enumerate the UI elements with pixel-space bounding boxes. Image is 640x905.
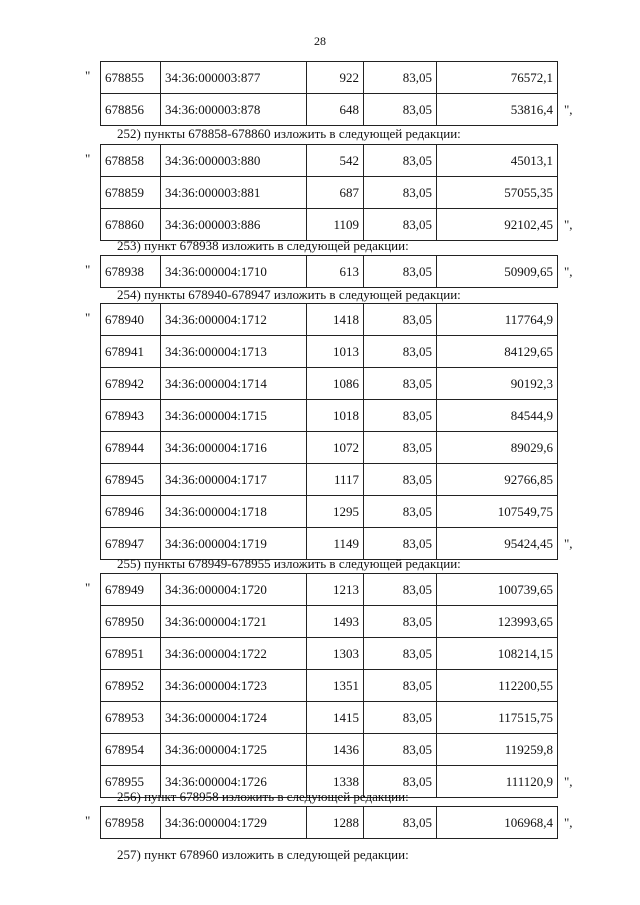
cell-rate: 83,05 <box>364 574 437 606</box>
open-quote: " <box>85 310 91 325</box>
data-table <box>100 303 558 560</box>
cell-total: 117515,75 <box>437 702 558 734</box>
cell-cadastral-code: 34:36:000004:1710 <box>161 256 307 288</box>
open-quote: " <box>85 262 91 277</box>
cell-number: 678858 <box>101 145 161 177</box>
table-row <box>101 368 558 400</box>
page-number: 28 <box>314 34 326 48</box>
cell-total: 111120,9 <box>437 766 558 798</box>
cell-cadastral-code: 34:36:000004:1725 <box>161 734 307 766</box>
table-row <box>101 734 558 766</box>
cell-number: 678860 <box>101 209 161 241</box>
data-table <box>100 255 558 288</box>
table-row <box>101 528 558 560</box>
cell-number: 678952 <box>101 670 161 702</box>
cell-area: 1086 <box>307 368 364 400</box>
cell-number: 678951 <box>101 638 161 670</box>
close-quote: ", <box>564 264 573 279</box>
cell-total: 92766,85 <box>437 464 558 496</box>
cell-area: 1109 <box>307 209 364 241</box>
close-quote: ", <box>564 774 573 789</box>
cell-cadastral-code: 34:36:000004:1714 <box>161 368 307 400</box>
cell-number: 678955 <box>101 766 161 798</box>
table-row <box>101 807 558 839</box>
cell-total: 123993,65 <box>437 606 558 638</box>
table-row <box>101 400 558 432</box>
cell-number: 678855 <box>101 62 161 94</box>
cell-area: 1213 <box>307 574 364 606</box>
table-row <box>101 638 558 670</box>
cell-area: 1436 <box>307 734 364 766</box>
data-table <box>100 573 558 798</box>
cell-cadastral-code: 34:36:000004:1722 <box>161 638 307 670</box>
cell-total: 100739,65 <box>437 574 558 606</box>
cell-total: 57055,35 <box>437 177 558 209</box>
cell-cadastral-code: 34:36:000003:877 <box>161 62 307 94</box>
cell-cadastral-code: 34:36:000004:1718 <box>161 496 307 528</box>
cell-area: 1072 <box>307 432 364 464</box>
cell-cadastral-code: 34:36:000003:880 <box>161 145 307 177</box>
cell-area: 542 <box>307 145 364 177</box>
cell-total: 119259,8 <box>437 734 558 766</box>
cell-rate: 83,05 <box>364 528 437 560</box>
close-quote: ", <box>564 536 573 551</box>
cell-total: 76572,1 <box>437 62 558 94</box>
cell-area: 648 <box>307 94 364 126</box>
cell-rate: 83,05 <box>364 432 437 464</box>
section-heading: 254) пункты 678940-678947 изложить в следующей редакции: <box>117 287 461 302</box>
table-row <box>101 670 558 702</box>
cell-rate: 83,05 <box>364 702 437 734</box>
cell-total: 89029,6 <box>437 432 558 464</box>
open-quote: " <box>85 68 91 83</box>
cell-cadastral-code: 34:36:000003:881 <box>161 177 307 209</box>
section-heading: 252) пункты 678858-678860 изложить в следующей редакции: <box>117 126 461 141</box>
cell-total: 95424,45 <box>437 528 558 560</box>
cell-area: 1415 <box>307 702 364 734</box>
data-table <box>100 61 558 126</box>
cell-total: 108214,15 <box>437 638 558 670</box>
cell-number: 678954 <box>101 734 161 766</box>
table-row <box>101 256 558 288</box>
cell-total: 84129,65 <box>437 336 558 368</box>
cell-area: 613 <box>307 256 364 288</box>
cell-rate: 83,05 <box>364 496 437 528</box>
section-heading: 257) пункт 678960 изложить в следующей редакции: <box>117 847 409 862</box>
cell-number: 678946 <box>101 496 161 528</box>
cell-area: 1493 <box>307 606 364 638</box>
table-row <box>101 145 558 177</box>
cell-rate: 83,05 <box>364 766 437 798</box>
table-row <box>101 702 558 734</box>
section-heading: 253) пункт 678938 изложить в следующей редакции: <box>117 238 409 253</box>
data-table <box>100 144 558 241</box>
cell-number: 678953 <box>101 702 161 734</box>
cell-number: 678941 <box>101 336 161 368</box>
open-quote: " <box>85 813 91 828</box>
cell-area: 1149 <box>307 528 364 560</box>
cell-rate: 83,05 <box>364 734 437 766</box>
cell-area: 1288 <box>307 807 364 839</box>
table-row <box>101 432 558 464</box>
cell-cadastral-code: 34:36:000004:1720 <box>161 574 307 606</box>
cell-cadastral-code: 34:36:000003:886 <box>161 209 307 241</box>
table-row <box>101 606 558 638</box>
table-row <box>101 209 558 241</box>
cell-number: 678859 <box>101 177 161 209</box>
cell-total: 92102,45 <box>437 209 558 241</box>
cell-rate: 83,05 <box>364 256 437 288</box>
cell-total: 106968,4 <box>437 807 558 839</box>
cell-cadastral-code: 34:36:000004:1715 <box>161 400 307 432</box>
cell-total: 53816,4 <box>437 94 558 126</box>
cell-number: 678942 <box>101 368 161 400</box>
cell-number: 678943 <box>101 400 161 432</box>
cell-total: 90192,3 <box>437 368 558 400</box>
cell-rate: 83,05 <box>364 209 437 241</box>
cell-number: 678949 <box>101 574 161 606</box>
cell-area: 1351 <box>307 670 364 702</box>
cell-cadastral-code: 34:36:000004:1721 <box>161 606 307 638</box>
cell-number: 678944 <box>101 432 161 464</box>
close-quote: ", <box>564 217 573 232</box>
cell-total: 112200,55 <box>437 670 558 702</box>
cell-rate: 83,05 <box>364 304 437 336</box>
cell-cadastral-code: 34:36:000004:1719 <box>161 528 307 560</box>
cell-cadastral-code: 34:36:000004:1726 <box>161 766 307 798</box>
cell-total: 50909,65 <box>437 256 558 288</box>
cell-area: 687 <box>307 177 364 209</box>
cell-rate: 83,05 <box>364 464 437 496</box>
cell-number: 678945 <box>101 464 161 496</box>
cell-rate: 83,05 <box>364 807 437 839</box>
cell-rate: 83,05 <box>364 638 437 670</box>
cell-rate: 83,05 <box>364 62 437 94</box>
cell-area: 1418 <box>307 304 364 336</box>
cell-cadastral-code: 34:36:000004:1724 <box>161 702 307 734</box>
cell-number: 678950 <box>101 606 161 638</box>
table-row <box>101 62 558 94</box>
open-quote: " <box>85 151 91 166</box>
cell-total: 84544,9 <box>437 400 558 432</box>
cell-area: 922 <box>307 62 364 94</box>
table-row <box>101 336 558 368</box>
cell-total: 107549,75 <box>437 496 558 528</box>
table-row <box>101 177 558 209</box>
open-quote: " <box>85 580 91 595</box>
cell-rate: 83,05 <box>364 145 437 177</box>
cell-number: 678958 <box>101 807 161 839</box>
cell-number: 678938 <box>101 256 161 288</box>
cell-area: 1117 <box>307 464 364 496</box>
cell-rate: 83,05 <box>364 336 437 368</box>
cell-rate: 83,05 <box>364 177 437 209</box>
section-heading: 255) пункты 678949-678955 изложить в следующей редакции: <box>117 556 461 571</box>
cell-cadastral-code: 34:36:000004:1713 <box>161 336 307 368</box>
cell-cadastral-code: 34:36:000004:1712 <box>161 304 307 336</box>
cell-cadastral-code: 34:36:000003:878 <box>161 94 307 126</box>
cell-rate: 83,05 <box>364 94 437 126</box>
cell-total: 117764,9 <box>437 304 558 336</box>
cell-number: 678940 <box>101 304 161 336</box>
cell-cadastral-code: 34:36:000004:1723 <box>161 670 307 702</box>
table-row <box>101 94 558 126</box>
cell-cadastral-code: 34:36:000004:1716 <box>161 432 307 464</box>
cell-area: 1338 <box>307 766 364 798</box>
table-row <box>101 304 558 336</box>
cell-area: 1295 <box>307 496 364 528</box>
section-heading: 256) пункт 678958 изложить в следующей редакции: <box>117 789 409 804</box>
cell-rate: 83,05 <box>364 606 437 638</box>
cell-cadastral-code: 34:36:000004:1729 <box>161 807 307 839</box>
table-row <box>101 496 558 528</box>
close-quote: ", <box>564 102 573 117</box>
cell-rate: 83,05 <box>364 400 437 432</box>
data-table <box>100 806 558 839</box>
table-row <box>101 574 558 606</box>
cell-number: 678856 <box>101 94 161 126</box>
cell-area: 1018 <box>307 400 364 432</box>
cell-cadastral-code: 34:36:000004:1717 <box>161 464 307 496</box>
cell-rate: 83,05 <box>364 670 437 702</box>
table-row <box>101 464 558 496</box>
cell-rate: 83,05 <box>364 368 437 400</box>
cell-area: 1303 <box>307 638 364 670</box>
close-quote: ", <box>564 815 573 830</box>
cell-number: 678947 <box>101 528 161 560</box>
cell-area: 1013 <box>307 336 364 368</box>
cell-total: 45013,1 <box>437 145 558 177</box>
